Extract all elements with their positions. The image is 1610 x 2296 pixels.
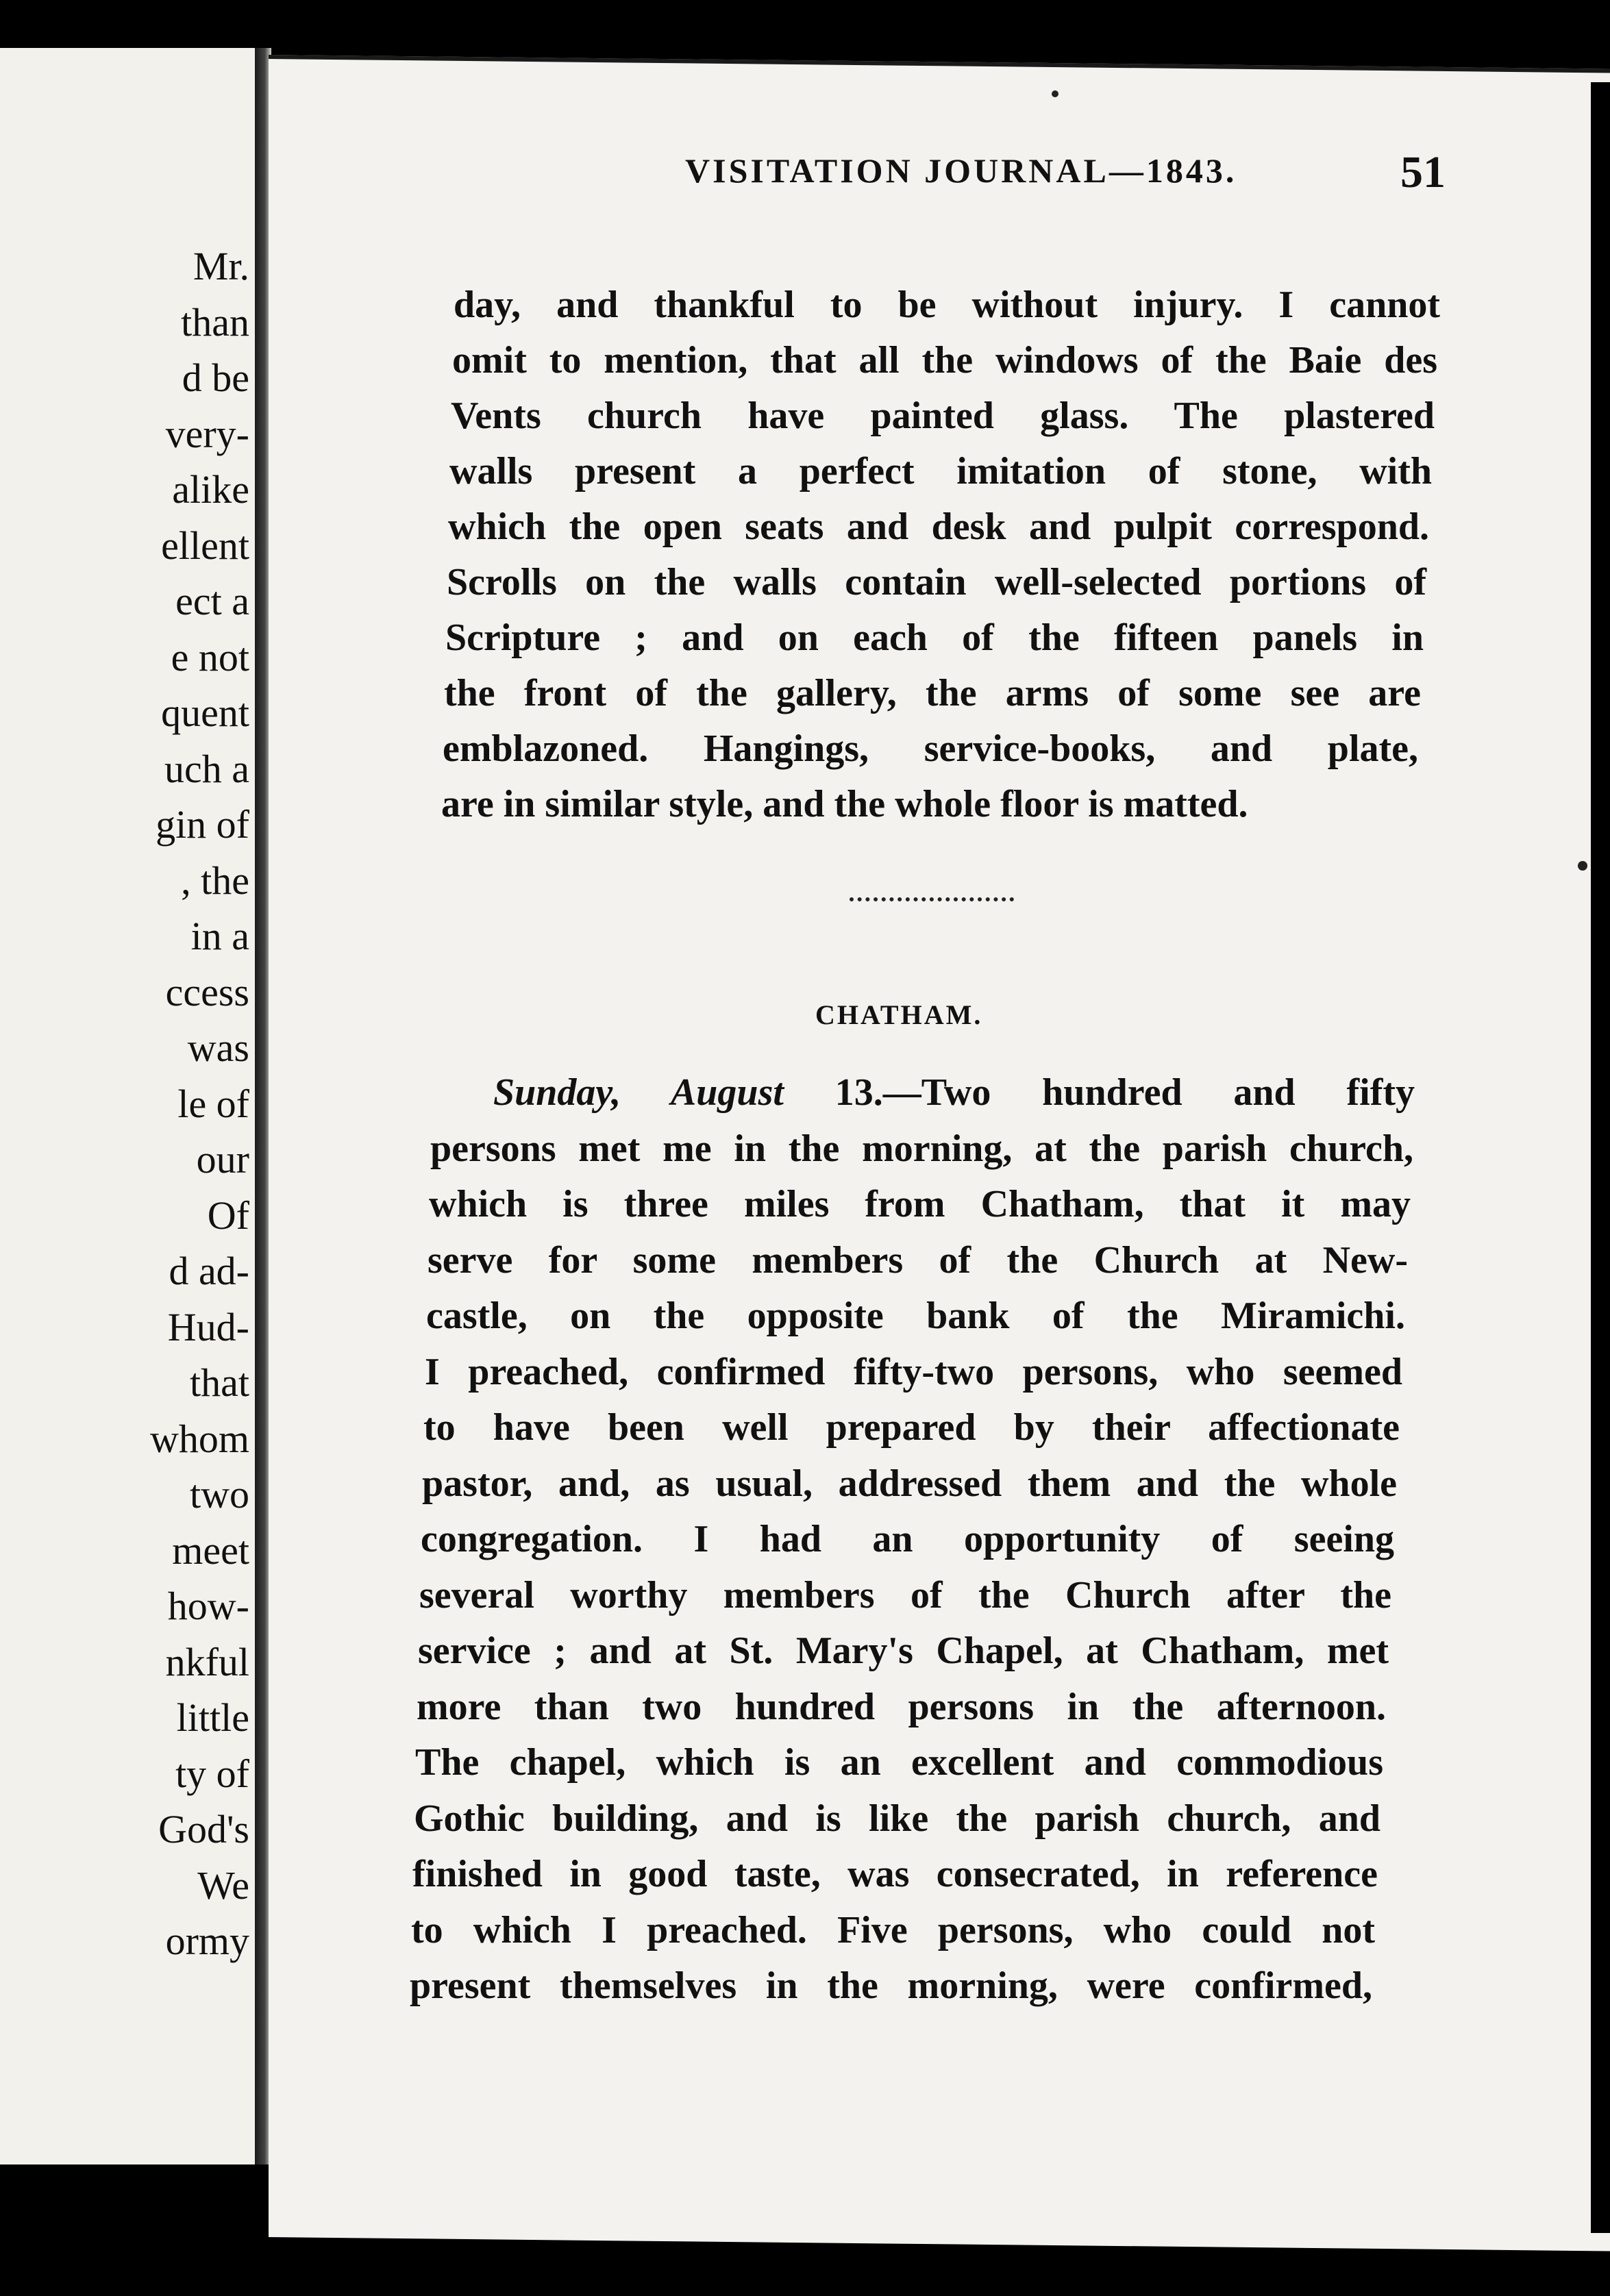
paragraph-line: service ; and at St. Mary's Chapel, at Chatham, met: [418, 1630, 1389, 1672]
paragraph-line: which is three miles from Chatham, that it may: [429, 1183, 1411, 1225]
facing-page-line: that: [190, 1360, 249, 1405]
paragraph-line: The chapel, which is an excellent and commodious: [415, 1741, 1383, 1784]
paragraph-line: Gothic building, and is like the parish church, and: [414, 1797, 1380, 1840]
paragraph-line: to which I preached. Five persons, who could not: [411, 1908, 1375, 1951]
paragraph-line: which the open seats and desk and pulpit correspond.: [448, 506, 1429, 548]
page-edge: [1591, 82, 1610, 2233]
facing-page-line: quent: [161, 690, 249, 735]
facing-page-line: whom: [150, 1416, 249, 1461]
paragraph-line: Vents church have painted glass. The plastered: [451, 395, 1435, 437]
paragraph-line: finished in good taste, was consecrated, in reference: [412, 1853, 1378, 1895]
facing-page-line: very-: [165, 411, 249, 456]
paragraph-line: the front of the gallery, the arms of some see are: [444, 672, 1421, 714]
paragraph-line: serve for some members of the Church at New-: [428, 1238, 1408, 1282]
paragraph-line: walls present a perfect imitation of stone, with: [449, 450, 1432, 492]
paragraph-line: [493, 1069, 1415, 1116]
paragraph-line: Scrolls on the walls contain well-selected portions of: [447, 561, 1426, 603]
facing-page-line: , the: [181, 858, 249, 903]
paragraph-line: Scripture ; and on each of the fifteen panels in: [445, 616, 1424, 659]
facing-page-line: alike: [172, 467, 249, 512]
facing-page-line: Mr.: [193, 244, 249, 288]
facing-page-line: two: [190, 1472, 249, 1517]
facing-page-line: ty of: [175, 1751, 249, 1796]
running-head: VISITATION JOURNAL—1843.: [685, 151, 1237, 190]
facing-page-line: ect a: [175, 579, 249, 623]
section-title: CHATHAM.: [815, 999, 983, 1030]
paragraph-line: to have been well prepared by their affectionate: [423, 1406, 1400, 1449]
paragraph-line: more than two hundred persons in the afternoon.: [417, 1685, 1386, 1728]
facing-page-line: ccess: [165, 969, 249, 1014]
facing-page-line: ormy: [165, 1919, 249, 1963]
paragraph-line: several worthy members of the Church after the: [419, 1573, 1391, 1617]
facing-page-line: than: [181, 299, 249, 345]
facing-page-line: God's: [158, 1807, 249, 1851]
facing-page-line: e not: [171, 634, 249, 679]
speck: [1578, 861, 1587, 871]
paragraph-line: omit to mention, that all the windows of the Baie des: [452, 339, 1437, 382]
facing-page-line: d ad-: [169, 1249, 249, 1293]
facing-page-line: in a: [190, 914, 249, 958]
date-italic: Sunday, August: [493, 1071, 784, 1114]
facing-page-line: uch a: [164, 746, 249, 791]
paragraph-line: I preached, confirmed fifty-two persons, who seemed: [425, 1350, 1402, 1393]
paragraph-line: day, and thankful to be without injury. I cannot: [454, 284, 1440, 326]
facing-page-line: d be: [182, 355, 249, 400]
facing-page-line: nkful: [165, 1639, 249, 1684]
facing-page-line: meet: [172, 1527, 249, 1573]
facing-page-line: how-: [167, 1584, 249, 1628]
paragraph-line: pastor, and, as usual, addressed them and the whole: [422, 1462, 1397, 1505]
facing-page-line: We: [197, 1862, 249, 1908]
facing-page-line: le of: [177, 1081, 249, 1126]
paragraph-line: present themselves in the morning, were confirmed,: [410, 1964, 1372, 2007]
facing-page-line: our: [196, 1137, 249, 1182]
facing-page-line: ellent: [161, 523, 249, 568]
facing-page-line: Of: [207, 1193, 249, 1238]
section-divider: [850, 890, 1014, 901]
lead-rest: 13.—Two hundred and fifty: [783, 1071, 1415, 1114]
facing-page-line: Hud-: [167, 1304, 249, 1349]
facing-page-line: little: [176, 1695, 249, 1740]
paragraph-line: castle, on the opposite bank of the Miramichi.: [426, 1295, 1405, 1337]
paragraph-line: emblazoned. Hangings, service-books, and plate,: [443, 727, 1418, 770]
facing-page: [0, 48, 259, 2164]
paragraph-line: are in similar style, and the whole floor is matted.: [441, 783, 1248, 825]
facing-page-line: gin of: [156, 802, 249, 847]
facing-page-line: was: [187, 1025, 249, 1070]
paragraph-line: persons met me in the morning, at the parish church,: [430, 1127, 1413, 1170]
paragraph-line: congregation. I had an opportunity of seeing: [421, 1518, 1394, 1560]
speck: [1052, 90, 1058, 97]
page-number: 51: [1400, 147, 1446, 197]
